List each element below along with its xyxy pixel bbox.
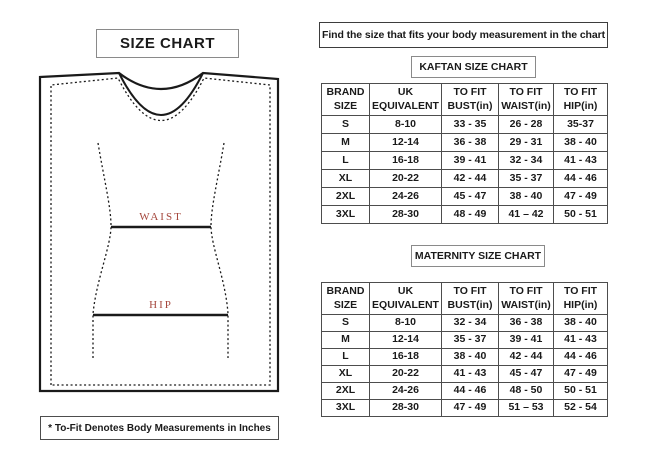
- maternity-size-table: [321, 282, 608, 417]
- kaftan-chart-title-label: KAFTAN SIZE CHART: [419, 61, 528, 73]
- table-cell: 2XL: [322, 383, 370, 400]
- table-cell: 24-26: [370, 383, 442, 400]
- table-row: [322, 383, 608, 400]
- table-cell: 39 - 41: [499, 332, 554, 349]
- table-cell: 51 – 53: [499, 400, 554, 417]
- column-header: TO FIT WAIST(in): [499, 283, 554, 315]
- table-cell: 36 - 38: [499, 315, 554, 332]
- header-row: [322, 84, 608, 116]
- column-header: TO FIT HIP(in): [554, 283, 608, 315]
- table-cell: 3XL: [322, 400, 370, 417]
- table-cell: 24-26: [370, 188, 442, 206]
- table-cell: M: [322, 332, 370, 349]
- table-cell: XL: [322, 366, 370, 383]
- table-cell: 48 - 50: [499, 383, 554, 400]
- table-cell: 8-10: [370, 116, 442, 134]
- body-silhouette-left: [93, 143, 111, 358]
- footnote: [40, 416, 279, 440]
- kaftan-garment-diagram: [34, 69, 284, 395]
- table-cell: 26 - 28: [499, 116, 554, 134]
- table-cell: 42 - 44: [499, 349, 554, 366]
- column-header: TO FIT WAIST(in): [499, 84, 554, 116]
- table-cell: 38 - 40: [499, 188, 554, 206]
- body-silhouette-right: [211, 143, 228, 358]
- table-cell: 38 - 40: [554, 315, 608, 332]
- table-cell: 32 - 34: [442, 315, 499, 332]
- table-row: [322, 152, 608, 170]
- table-cell: S: [322, 116, 370, 134]
- table-cell: 12-14: [370, 332, 442, 349]
- column-header: UK EQUIVALENT: [370, 84, 442, 116]
- table-cell: 35 - 37: [442, 332, 499, 349]
- table-row: [322, 188, 608, 206]
- instruction-banner: [319, 22, 608, 48]
- table-cell: 32 - 34: [499, 152, 554, 170]
- table-row: [322, 349, 608, 366]
- table-cell: L: [322, 152, 370, 170]
- table-cell: 41 - 43: [554, 332, 608, 349]
- hip-label: HIP: [149, 299, 173, 311]
- garment-seam-dotted-border: [51, 78, 270, 385]
- kaftan-size-table: [321, 83, 608, 224]
- instruction-label: Find the size that fits your body measurement in the chart: [322, 29, 605, 41]
- footnote-label: * To-Fit Denotes Body Measurements in Inches: [48, 422, 271, 434]
- table-cell: 41 - 43: [554, 152, 608, 170]
- table-row: [322, 170, 608, 188]
- table-cell: 45 - 47: [499, 366, 554, 383]
- table-cell: 33 - 35: [442, 116, 499, 134]
- column-header: UK EQUIVALENT: [370, 283, 442, 315]
- waist-label: WAIST: [139, 211, 183, 223]
- garment-neckline: [119, 73, 203, 115]
- table-cell: 29 - 31: [499, 134, 554, 152]
- table-row: [322, 134, 608, 152]
- table-cell: 38 - 40: [554, 134, 608, 152]
- table-row: [322, 366, 608, 383]
- column-header: BRAND SIZE: [322, 283, 370, 315]
- table-cell: 42 - 44: [442, 170, 499, 188]
- column-header: BRAND SIZE: [322, 84, 370, 116]
- table-cell: M: [322, 134, 370, 152]
- table-cell: 47 - 49: [442, 400, 499, 417]
- table-cell: 44 - 46: [442, 383, 499, 400]
- table-cell: L: [322, 349, 370, 366]
- table-cell: 45 - 47: [442, 188, 499, 206]
- kaftan-chart-title: [411, 56, 536, 78]
- table-cell: 3XL: [322, 206, 370, 224]
- table-cell: 20-22: [370, 366, 442, 383]
- table-row: [322, 332, 608, 349]
- table-cell: S: [322, 315, 370, 332]
- table-cell: 39 - 41: [442, 152, 499, 170]
- table-cell: 36 - 38: [442, 134, 499, 152]
- table-cell: 50 - 51: [554, 206, 608, 224]
- table-row: [322, 116, 608, 134]
- column-header: TO FIT BUST(in): [442, 283, 499, 315]
- table-row: [322, 400, 608, 417]
- table-cell: 12-14: [370, 134, 442, 152]
- maternity-chart-title-label: MATERNITY SIZE CHART: [414, 250, 542, 262]
- size-chart-title: [96, 29, 239, 58]
- table-cell: 8-10: [370, 315, 442, 332]
- table-cell: 50 - 51: [554, 383, 608, 400]
- table-cell: 16-18: [370, 349, 442, 366]
- table-cell: 47 - 49: [554, 188, 608, 206]
- table-cell: 38 - 40: [442, 349, 499, 366]
- table-cell: 35-37: [554, 116, 608, 134]
- table-cell: 28-30: [370, 206, 442, 224]
- table-cell: 20-22: [370, 170, 442, 188]
- table-cell: 44 - 46: [554, 349, 608, 366]
- header-row: [322, 283, 608, 315]
- table-cell: 35 - 37: [499, 170, 554, 188]
- table-cell: XL: [322, 170, 370, 188]
- table-cell: 16-18: [370, 152, 442, 170]
- table-cell: 48 - 49: [442, 206, 499, 224]
- table-row: [322, 206, 608, 224]
- table-row: [322, 315, 608, 332]
- table-cell: 41 - 43: [442, 366, 499, 383]
- table-cell: 41 – 42: [499, 206, 554, 224]
- table-cell: 28-30: [370, 400, 442, 417]
- maternity-chart-title: [411, 245, 545, 267]
- table-cell: 47 - 49: [554, 366, 608, 383]
- table-cell: 44 - 46: [554, 170, 608, 188]
- table-cell: 2XL: [322, 188, 370, 206]
- size-chart-title-label: SIZE CHART: [120, 35, 215, 52]
- column-header: TO FIT HIP(in): [554, 84, 608, 116]
- column-header: TO FIT BUST(in): [442, 84, 499, 116]
- table-cell: 52 - 54: [554, 400, 608, 417]
